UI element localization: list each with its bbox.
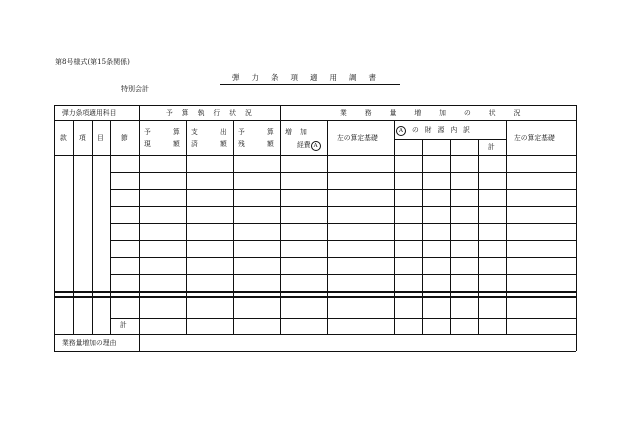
document-title: 弾力条項適用調書: [220, 72, 400, 85]
header-remain-bottom: 残 額: [238, 140, 284, 148]
col-line: [139, 105, 140, 351]
header-increase-top: 増 加: [285, 128, 310, 136]
total-label: 計: [120, 321, 127, 329]
header-expend-top: 支 出: [191, 128, 237, 136]
section-label: 特別会計: [121, 85, 149, 93]
header-setsu: 節: [121, 134, 128, 142]
col-line: [186, 120, 187, 334]
header-remain-top: 予 算: [238, 128, 284, 136]
header-source-total: 計: [488, 143, 495, 151]
header-budget-top: 予 算: [144, 128, 190, 136]
increase-label: 経費: [297, 141, 311, 149]
col-line: [422, 139, 423, 334]
header-expend-bottom: 済 額: [191, 140, 237, 148]
col-line: [478, 139, 479, 334]
header-kou: 項: [79, 134, 86, 142]
circle-a-icon: A: [311, 141, 321, 151]
header-basis-right: 左の算定基礎: [514, 134, 555, 142]
header-basis-left: 左の算定基礎: [337, 134, 378, 142]
header-bottom-border: [54, 155, 576, 156]
header-business-status: 業務量増加の状況: [340, 109, 539, 117]
form-number: 第8号様式(第15条関係): [55, 58, 130, 66]
circle-a-icon: A: [396, 126, 406, 136]
col-line: [450, 139, 451, 334]
separator-thick-1: [54, 291, 576, 293]
reason-label: 業務量増加の理由: [62, 339, 117, 347]
header-kan: 款: [60, 134, 67, 142]
col-line: [506, 120, 507, 334]
header-budget-status: 予算執行状況: [166, 109, 261, 117]
table-right-border: [576, 105, 577, 351]
separator-thick-2: [54, 296, 576, 298]
source-label: の財源内訳: [412, 126, 476, 134]
header-source: [396, 126, 476, 136]
col-line: [394, 120, 395, 334]
total-row-bottom: [54, 334, 576, 335]
header-budget-bottom: 現 額: [144, 140, 190, 148]
col-line: [327, 120, 328, 334]
table-bottom-border: [54, 351, 576, 352]
header-increase-bottom: [297, 141, 321, 151]
header-items: 弾力条項適用科目: [62, 109, 117, 117]
header-row1-border: [54, 120, 576, 121]
col-line: [73, 120, 74, 334]
col-line: [92, 120, 93, 334]
table-top-border: [54, 105, 576, 106]
table-left-border: [54, 105, 55, 351]
col-line: [233, 120, 234, 334]
header-moku: 目: [97, 134, 104, 142]
col-line: [110, 120, 111, 334]
